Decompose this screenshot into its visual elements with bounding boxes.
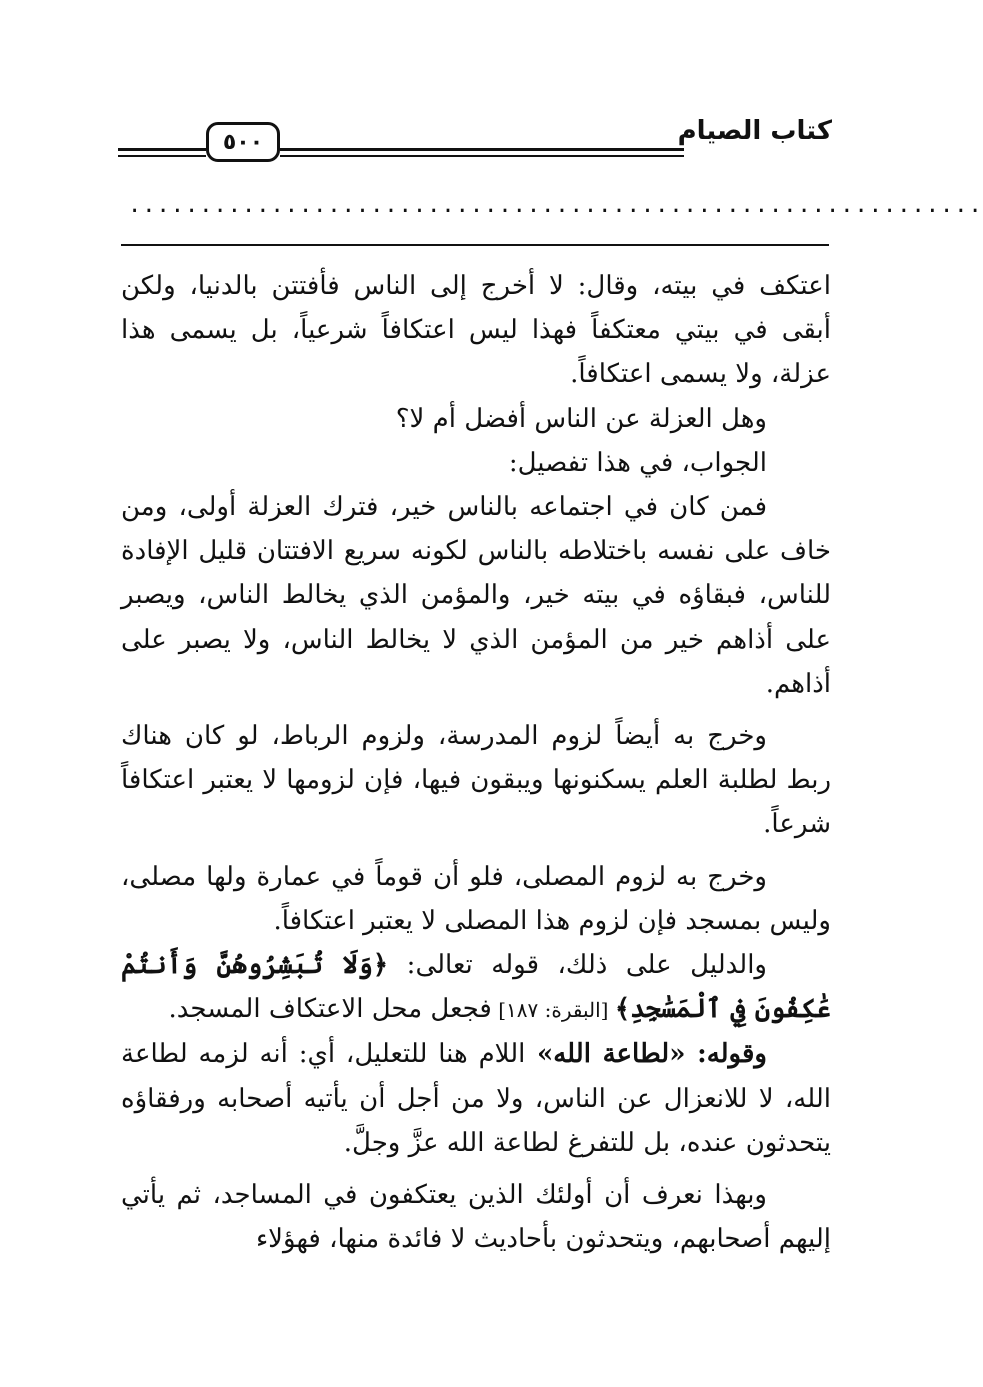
header-rule-right-thin xyxy=(280,155,684,157)
evidence-paragraph xyxy=(121,943,831,1032)
evidence-lead: والدليل على ذلك، قوله تعالى: xyxy=(388,950,767,981)
header-rule-left xyxy=(118,148,206,151)
header-rule-right xyxy=(280,148,684,151)
footnote-dots: ............................................................ xyxy=(128,193,983,218)
paragraph: وهل العزلة عن الناس أفضل أم لا؟ xyxy=(395,403,767,434)
paragraph: وخرج به لزوم المصلى، فلو أن قوماً في عمارة ولها مصلى، وليس بمسجد فإن لزوم هذا المصلى لا يعتبر اعتكافاً. xyxy=(121,861,831,936)
verse-reference: [البقرة: ١٨٧] xyxy=(491,998,615,1023)
page-header xyxy=(118,112,832,172)
page-number: ٥٠٠ xyxy=(206,122,280,162)
paragraph: وخرج به أيضاً لزوم المدرسة، ولزوم الرباط، لو كان هناك ربط لطلبة العلم يسكنونها ويبقون فيها، فإن لزومها لا يعتبر اعتكافاً شرعاً. xyxy=(121,721,831,840)
explanation-lead: وقوله: «لطاعة الله» xyxy=(525,1039,767,1070)
paragraph: فمن كان في اجتماعه بالناس خير، فترك العزلة أولى، ومن خاف على نفسه باختلاطه بالناس لكونه سريع الافتتان قليل الإفادة للناس، فبقاؤه في بيته خير، والمؤمن الذي يخالط الناس، ويصبر على أذاهم خير من المؤمن الذي لا يخالط الناس، ولا يصبر على أذاهم. xyxy=(121,492,832,699)
explanation-text: اللام هنا للتعليل، أي: أنه لزمه لطاعة الله، لا للانعزال عن الناس، ولا من أجل أن يأتيه أصحابه ورفقاؤه يتحدثون عنده، بل للتفرغ لطاعة الله عزَّ وجلَّ. xyxy=(121,1039,831,1158)
body-text xyxy=(121,264,831,1261)
footnote-rule xyxy=(121,244,829,246)
paragraph: اعتكف في بيته، وقال: لا أخرج إلى الناس فأفتتن بالدنيا، ولكن أبقى في بيتي معتكفاً فهذا ليس اعتكافاً شرعياً، بل يسمى هذا عزلة، ولا يسمى اعتكافاً. xyxy=(121,271,831,390)
closing-paragraph: وبهذا نعرف أن أولئك الذين يعتكفون في المساجد، ثم يأتي إليهم أصحابهم، ويتحدثون بأحاديث لا فائدة منها، فهؤلاء xyxy=(121,1180,831,1255)
explanation-paragraph xyxy=(121,1032,831,1165)
paragraph: الجواب، في هذا تفصيل: xyxy=(508,447,767,478)
evidence-tail: فجعل محل الاعتكاف المسجد. xyxy=(168,994,492,1025)
book-title: كتاب الصيام xyxy=(677,116,832,146)
quran-verse: ﴿وَلَا تُبَشِرُوهُنَّ وَأَنتُمْ عَٰكِفُونَ فِي ٱلْمَسَٰجِدِ﴾ xyxy=(121,950,831,1025)
header-rule-left-thin xyxy=(118,155,206,157)
